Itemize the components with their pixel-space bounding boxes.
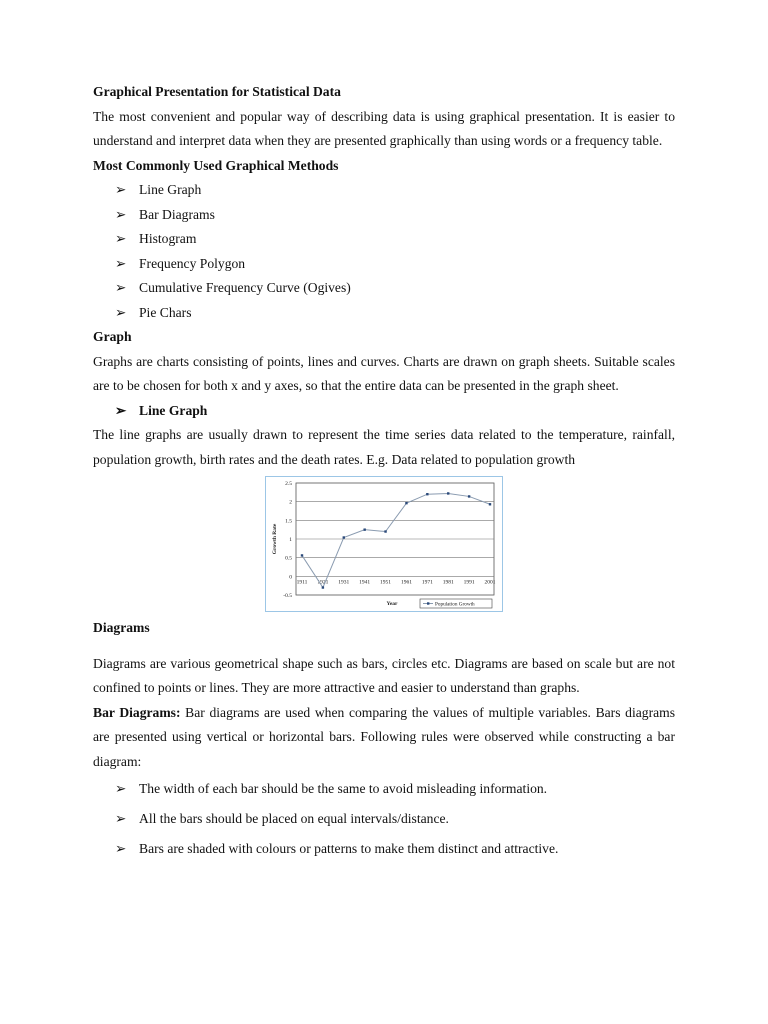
diagrams-paragraph: Diagrams are various geometrical shape such as bars, circles etc. Diagrams are based on scale but are not confined to points or lines. They are more attractive and easier to understand than graphs. (93, 655, 675, 696)
list-item: ➢ Bar Diagrams (115, 203, 675, 228)
arrow-bullet-icon: ➢ (115, 206, 127, 222)
x-tick-label: 1951 (380, 579, 392, 586)
document-page (93, 80, 675, 864)
y-tick-label: -0.5 (283, 593, 292, 599)
graph-paragraph: Graphs are charts consisting of points, lines and curves. Charts are drawn on graph sheets. Suitable scales are to be chosen for both x and y axes, so that the entire data can be presented in the graph sheet. (93, 353, 675, 393)
list-item: ➢ The width of each bar should be the same to avoid misleading information. (115, 774, 675, 804)
data-point (468, 495, 470, 497)
line-graph-subheading-list (93, 399, 675, 424)
list-item: ➢ Cumulative Frequency Curve (Ogives) (115, 276, 675, 301)
line-graph-heading: ➢ Line Graph (115, 399, 675, 424)
list-item: ➢ Line Graph (115, 178, 675, 203)
y-axis-label: Growth Rate (272, 523, 278, 555)
list-item: ➢ All the bars should be placed on equal intervals/distance. (115, 804, 675, 834)
x-tick-label: 1911 (296, 579, 308, 586)
data-point (343, 536, 345, 538)
arrow-bullet-icon: ➢ (115, 280, 127, 295)
list-item: ➢ Bars are shaded with colours or patterns to make them distinct and attractive. (115, 834, 675, 864)
x-tick-label: 1981 (442, 579, 454, 586)
legend-label: Population Growth (435, 601, 475, 608)
list-item: ➢ Frequency Polygon (115, 252, 675, 277)
line-chart-svg (266, 477, 502, 611)
data-point (363, 528, 365, 530)
population-growth-chart (265, 476, 503, 612)
x-axis-label: Year (386, 601, 398, 607)
data-point (426, 493, 428, 495)
arrow-bullet-icon: ➢ (115, 182, 127, 197)
x-tick-label: 1931 (338, 579, 350, 586)
series-line (302, 493, 490, 587)
list-item: ➢ Pie Chars (115, 301, 675, 326)
x-tick-label: 1941 (359, 579, 371, 586)
data-point (405, 502, 407, 504)
x-tick-label: 1921 (317, 579, 329, 586)
data-point (322, 586, 324, 588)
line-graph-paragraph: The line graphs are usually drawn to represent the time series data related to the temperature, rainfall, population growth, birth rates and the death rates. E.g. Data related to population growth (93, 427, 675, 467)
x-tick-label: 2001 (484, 579, 496, 586)
arrow-bullet-icon: ➢ (115, 841, 127, 857)
methods-list (93, 178, 675, 325)
arrow-bullet-icon: ➢ (115, 255, 127, 271)
x-tick-label: 1971 (421, 579, 433, 586)
legend-marker (427, 602, 429, 604)
bar-diagrams-paragraph: Bar Diagrams: Bar diagrams are used when comparing the values of multiple variables. Bars diagrams are presented using vertical or horizontal bars. Following rules were observed while constructing a bar diagram: (93, 704, 675, 769)
data-point (489, 503, 491, 505)
arrow-bullet-icon: ➢ (115, 781, 127, 797)
y-tick-label: 0.5 (285, 555, 292, 562)
list-item: ➢ Histogram (115, 227, 675, 252)
y-tick-label: 2 (289, 499, 292, 506)
methods-heading: Most Commonly Used Graphical Methods (93, 157, 339, 173)
arrow-bullet-icon: ➢ (115, 231, 127, 246)
arrow-bullet-icon: ➢ (115, 402, 127, 418)
graph-heading: Graph (93, 329, 132, 344)
x-tick-label: 1991 (463, 579, 475, 586)
y-tick-label: 0 (289, 574, 292, 581)
bar-rules-list (93, 774, 675, 864)
diagrams-heading: Diagrams (93, 620, 150, 635)
page-title: Graphical Presentation for Statistical Data (93, 84, 341, 99)
y-tick-label: 1 (289, 537, 292, 543)
data-point (301, 554, 303, 556)
arrow-bullet-icon: ➢ (115, 811, 127, 827)
bar-diagrams-heading: Bar Diagrams: (93, 704, 181, 720)
arrow-bullet-icon: ➢ (115, 304, 127, 320)
data-point (384, 530, 386, 532)
x-tick-label: 1961 (400, 579, 412, 586)
y-tick-label: 2.5 (285, 481, 292, 487)
data-point (447, 492, 449, 494)
y-tick-label: 1.5 (285, 518, 292, 525)
intro-paragraph: The most convenient and popular way of describing data is using graphical presentation. It is easier to understand and interpret data when they are presented graphically than using words or a frequency table. (93, 108, 675, 148)
